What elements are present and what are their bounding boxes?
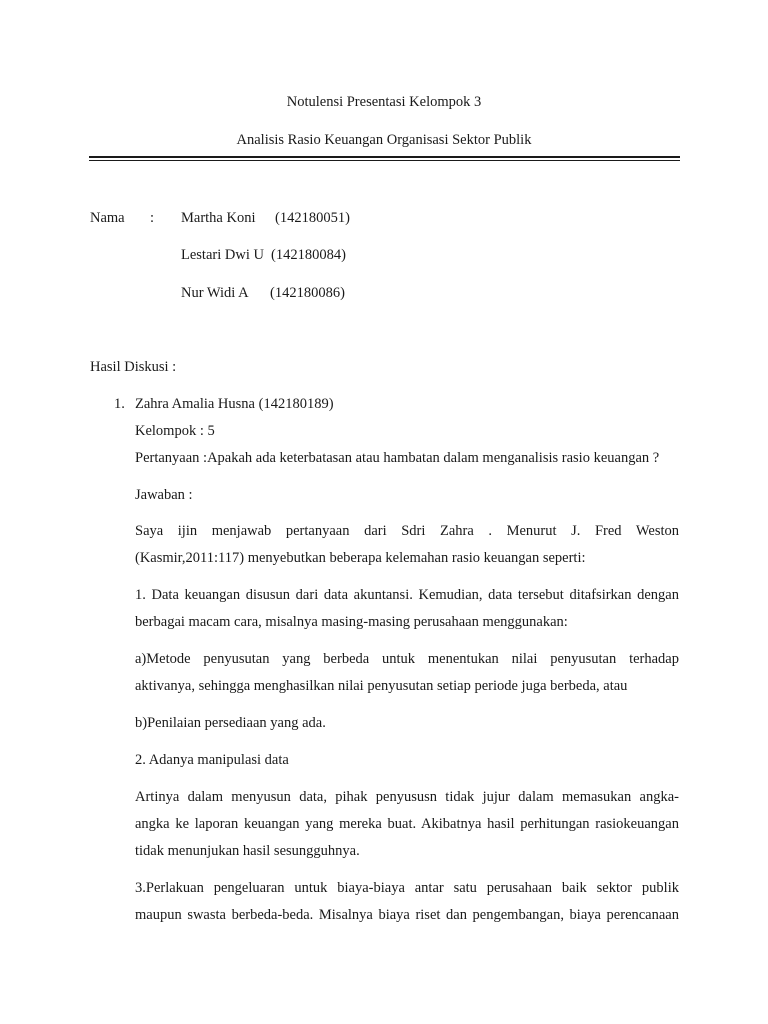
questioner-group: Kelompok : 5 bbox=[135, 423, 215, 439]
member-id: (142180084) bbox=[271, 247, 346, 263]
discussion-heading: Hasil Diskusi : bbox=[90, 359, 177, 375]
document-subtitle: Analisis Rasio Keuangan Organisasi Sektor Publik bbox=[236, 132, 532, 148]
point-1a-line: a)Metode penyusutan yang berbeda untuk menentukan nilai penyusutan terhadap bbox=[135, 651, 679, 667]
members-label: Nama bbox=[90, 210, 125, 226]
list-item-number: 1. bbox=[114, 396, 125, 412]
member-name: Martha Koni bbox=[181, 210, 256, 226]
point-3-line: maupun swasta berbeda-beda. Misalnya biaya riset dan pengembangan, biaya perencanaan bbox=[135, 907, 679, 923]
point-1-line: berbagai macam cara, misalnya masing-masing perusahaan menggunakan: bbox=[135, 614, 568, 630]
members-colon: : bbox=[150, 210, 155, 226]
point-1-line: 1. Data keuangan disusun dari data akuntansi. Kemudian, data tersebut ditafsirkan dengan bbox=[135, 587, 679, 603]
header-divider-thin bbox=[89, 160, 680, 161]
member-id: (142180051) bbox=[275, 210, 350, 226]
document-title: Notulensi Presentasi Kelompok 3 bbox=[286, 94, 482, 110]
header-divider-thick bbox=[89, 156, 680, 158]
point-1b-line: b)Penilaian persediaan yang ada. bbox=[135, 715, 326, 731]
answer-paragraph-line: Saya ijin menjawab pertanyaan dari Sdri Zahra . Menurut J. Fred Weston bbox=[135, 523, 679, 539]
member-id: (142180086) bbox=[270, 285, 345, 301]
answer-label: Jawaban : bbox=[135, 487, 193, 503]
point-3-line: 3.Perlakuan pengeluaran untuk biaya-biaya antar satu perusahaan baik sektor publik bbox=[135, 880, 679, 896]
point-2-line: angka ke laporan keuangan yang mereka buat. Akibatnya hasil perhitungan rasiokeuangan bbox=[135, 816, 679, 832]
question-text: Pertanyaan :Apakah ada keterbatasan atau hambatan dalam menganalisis rasio keuangan ? bbox=[135, 450, 660, 466]
answer-paragraph-line: (Kasmir,2011:117) menyebutkan beberapa kelemahan rasio keuangan seperti: bbox=[135, 550, 586, 566]
questioner-name: Zahra Amalia Husna (142180189) bbox=[135, 396, 334, 412]
point-2-line: Artinya dalam menyusun data, pihak penyususn tidak jujur dalam memasukan angka- bbox=[135, 789, 679, 805]
point-2-heading: 2. Adanya manipulasi data bbox=[135, 752, 289, 768]
point-1a-line: aktivanya, sehingga menghasilkan nilai penyusutan setiap periode juga berbeda, atau bbox=[135, 678, 628, 694]
point-2-line: tidak menunjukan hasil sesungguhnya. bbox=[135, 843, 360, 859]
member-name: Lestari Dwi U bbox=[181, 247, 264, 263]
member-name: Nur Widi A bbox=[181, 285, 249, 301]
